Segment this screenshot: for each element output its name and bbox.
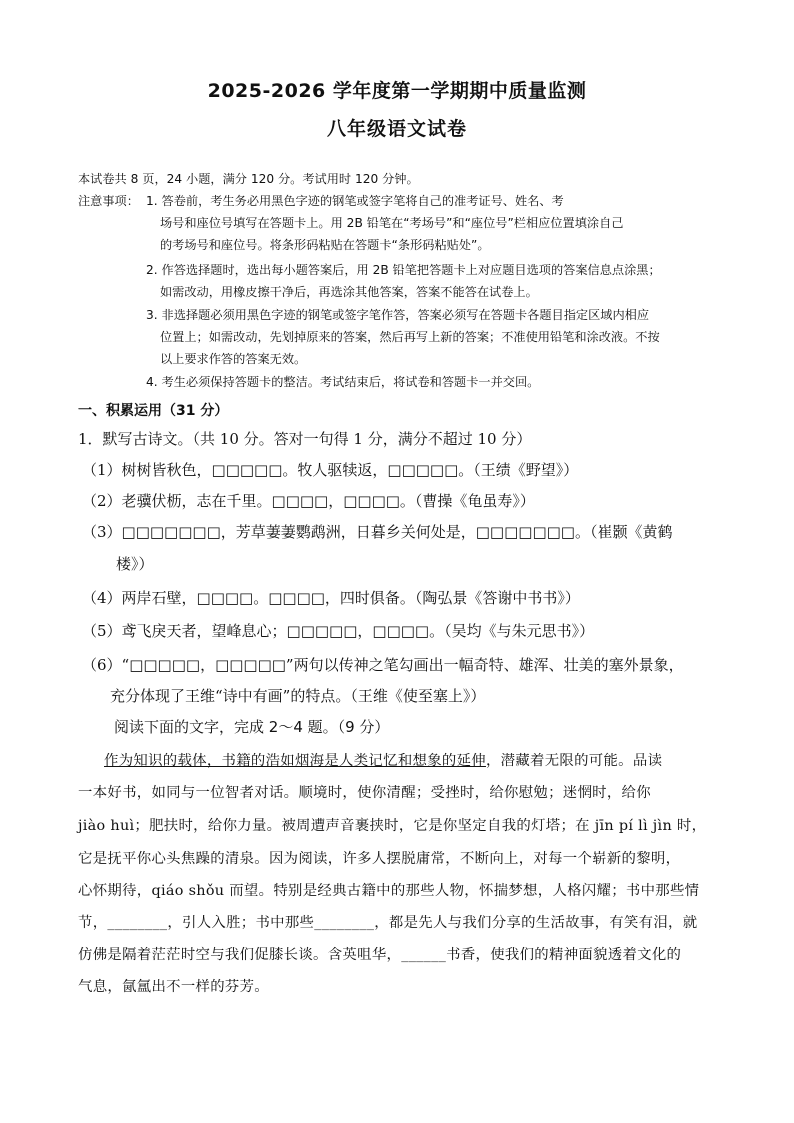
notice-line: 1. 答卷前，考生务必用黑色字迹的钢笔或签字笔将自己的准考证号、姓名、考: [146, 194, 564, 208]
notice-line: 如需改动，用橡皮擦干净后，再选涂其他答案，答案不能答在试卷上。: [160, 285, 538, 299]
passage-first-line: [104, 749, 662, 770]
notice-line: 以上要求作答的答案无效。: [160, 352, 307, 366]
exam-subtitle: 八年级语文试卷: [326, 118, 467, 140]
question-item: （6）“□□□□□，□□□□□”两句以传神之笔勾画出一幅奇特、雄浑、壮美的塞外景象，: [82, 656, 684, 674]
passage-line: 它是抚平你心头焦躁的清泉。因为阅读，许多人摆脱庸常，不断向上，对每一个崭新的黎明，: [78, 851, 681, 867]
section-heading: 一、积累运用（31 分）: [78, 403, 229, 419]
question-item: （4）两岸石壁，□□□□。□□□□，四时俱备。（陶弘景《答谢中书书》）: [82, 589, 580, 607]
passage-line: 一本好书，如同与一位智者对话。顺境时，使你清醒；受挫时，给你慰勉；迷惘时，给你: [78, 785, 651, 801]
question-item: （3）□□□□□□□，芳草萋萋鹦鹉洲，日暮乡关何处是，□□□□□□□。（崔颢《黄鹤: [82, 523, 673, 541]
exam-intro: 本试卷共 8 页，24 小题，满分 120 分。考试用时 120 分钟。: [78, 172, 419, 186]
passage-line: 心怀期待，qiáo shǒu 而望。特别是经典古籍中的那些人物，怀揣梦想，人格闪耀；书中那些情: [78, 883, 700, 899]
notice-line: 4. 考生必须保持答题卡的整洁。考试结束后，将试卷和答题卡一并交回。: [146, 375, 540, 389]
question-item: 楼》）: [116, 555, 154, 573]
notice-line: 场号和座位号填写在答题卡上。用 2B 铅笔在“考场号”和“座位号”栏相应位置填涂自己: [160, 216, 624, 230]
exam-title: 2025-2026 学年度第一学期期中质量监测: [207, 80, 587, 102]
notice-label: 注意事项：: [78, 194, 139, 208]
notice-line: 3. 非选择题必须用黑色字迹的钢笔或签字笔作答，答案必须写在答题卡各题目指定区域内相应: [146, 308, 650, 322]
question-item: （2）老骥伏枥，志在千里。□□□□，□□□□。（曹操《龟虽寿》）: [82, 492, 535, 510]
passage-text: ，潜藏着无限的可能。品读: [485, 753, 663, 769]
passage-line: jiào huì；肥扶时，给你力量。被周遭声音裹挟时，它是你坚定自我的灯塔；在 jīn pí lì jìn 时，: [78, 818, 707, 834]
question-item: （1）树树皆秋色，□□□□□。牧人驱犊返，□□□□□。（王绩《野望》）: [82, 461, 579, 479]
passage-line: 气息，氤氲出不一样的芬芳。: [78, 979, 269, 995]
passage-line: 节，________，引人入胜；书中那些________，都是先人与我们分享的生活故事，有笑有泪，就: [78, 915, 698, 931]
notice-line: 位置上；如需改动，先划掉原来的答案，然后再写上新的答案；不准使用铅笔和涂改液。不按: [160, 330, 660, 344]
question-item: 充分体现了王维“诗中有画”的特点。（王维《使至塞上》）: [110, 687, 486, 705]
underlined-sentence: 作为知识的载体，书籍的浩如烟海是人类记忆和想象的延伸: [104, 753, 486, 769]
notice-line: 的考场号和座位号。将条形码粘贴在答题卡“条形码粘贴处”。: [160, 238, 490, 252]
question-stem: 1．默写古诗文。（共 10 分。答对一句得 1 分，满分不超过 10 分）: [78, 430, 532, 448]
passage-line: 仿佛是隔着茫茫时空与我们促膝长谈。含英咀华，______书香，使我们的精神面貌透着文化的: [78, 947, 682, 963]
reading-intro: 阅读下面的文字，完成 2～4 题。（9 分）: [114, 718, 390, 736]
question-item: （5）鸢飞戾天者，望峰息心；□□□□□，□□□□。（吴均《与朱元思书》）: [82, 622, 595, 640]
notice-line: 2. 作答选择题时，选出每小题答案后，用 2B 铅笔把答题卡上对应题目选项的答案信息点涂黑；: [146, 263, 661, 277]
